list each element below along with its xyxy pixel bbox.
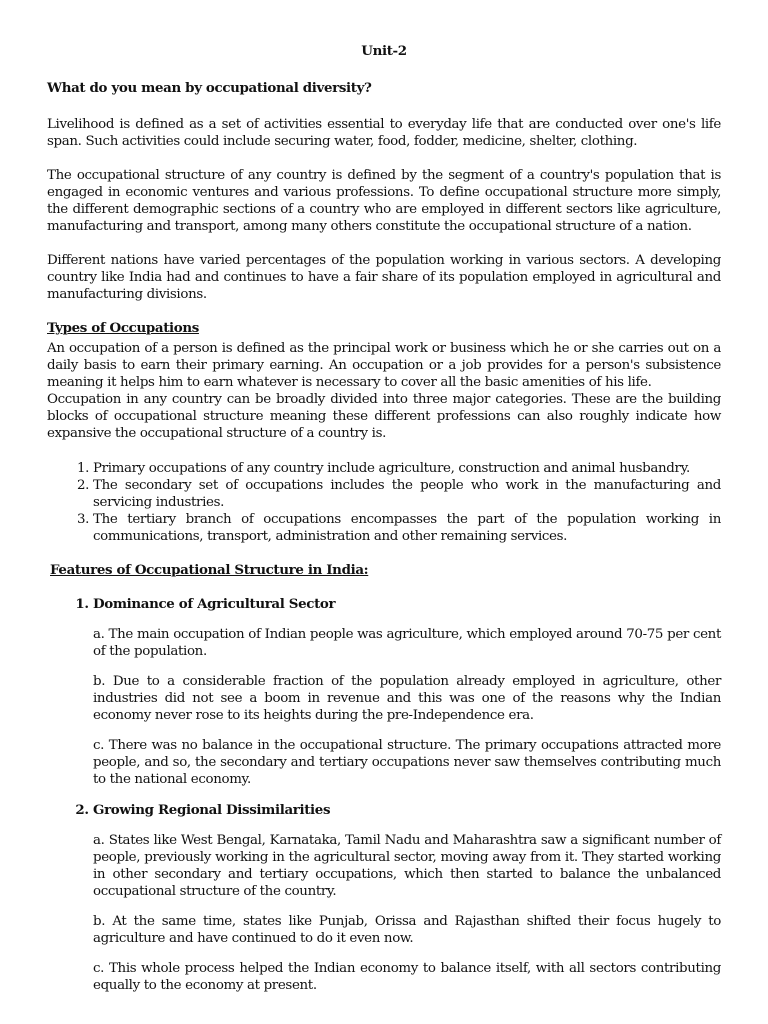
features-heading: Features of Occupational Structure in India: [50, 562, 369, 578]
feature-point-a: a. States like West Bengal, Karnataka, Tamil Nadu and Maharashtra saw a significant number of people, previously working in the agricultural sector, moving away from it. They started working in other secondary and tertiary occupations, which then started to balance the unbalanced occupational structure of the country. [93, 833, 721, 899]
intro-paragraph-nations: Different nations have varied percentages of the population working in various sectors. A developing country like India had and continues to have a fair share of its population employed in agricultural and manufacturing divisions. [47, 253, 721, 302]
feature-point-c: c. This whole process helped the Indian economy to balance itself, with all sectors contributing equally to the economy at present. [93, 961, 721, 993]
feature-point-b: b. Due to a considerable fraction of the population already employed in agriculture, other industries did not see a boom in revenue and this was one of the reasons why the Indian economy never rose to its heights during the pre-Independence era. [93, 674, 721, 723]
feature-title: 1. Dominance of Agricultural Sector [93, 596, 336, 612]
list-item-primary: 1. Primary occupations of any country include agriculture, construction and animal husbandry. [93, 460, 721, 477]
feature-title: 2. Growing Regional Dissimilarities [93, 802, 331, 818]
feature-point-c: c. There was no balance in the occupational structure. The primary occupations attracted more people, and so, the secondary and tertiary occupations never saw themselves contributing much to the national economy. [93, 738, 721, 787]
occupation-types-list [47, 460, 721, 545]
unit-title: Unit-2 [361, 43, 407, 59]
types-of-occupations-heading: Types of Occupations [47, 320, 199, 336]
feature-item-regional-dissimilarities [93, 802, 721, 994]
intro-paragraph-livelihood: Livelihood is defined as a set of activities essential to everyday life that are conducted over one's life span. Such activities could include securing water, food, fodder, medicine, shelter, clothing. [47, 117, 721, 149]
types-paragraph-categories: Occupation in any country can be broadly divided into three major categories. These are the building blocks of occupational structure meaning these different professions can also roughly indicate how expansive the occupational structure of a country is. [47, 392, 721, 441]
feature-point-b: b. At the same time, states like Punjab, Orissa and Rajasthan shifted their focus hugely to agriculture and have continued to do it even now. [93, 914, 721, 946]
feature-point-a: a. The main occupation of Indian people was agriculture, which employed around 70-75 per cent of the population. [93, 627, 721, 659]
types-of-occupations-paragraph [47, 340, 721, 442]
intro-paragraph-occupational-structure: The occupational structure of any country is defined by the segment of a country's population that is engaged in economic ventures and various professions. To define occupational structure more simply, the different demographic sections of a country who are employed in different sectors like agriculture, manufacturing and transport, among many others constitute the occupational structure of a nation. [47, 168, 721, 234]
features-list [47, 596, 721, 994]
question-heading: What do you mean by occupational diversity? [47, 80, 372, 96]
list-item-secondary: 2. The secondary set of occupations includes the people who work in the manufacturing and servicing industries. [93, 477, 721, 511]
feature-item-agricultural-dominance [93, 596, 721, 788]
types-paragraph-definition: An occupation of a person is defined as the principal work or business which he or she carries out on a daily basis to earn their primary earning. An occupation or a job provides for a person's subsistence meaning it helps him to earn whatever is necessary to cover all the basic amenities of his life. [47, 341, 721, 390]
list-item-tertiary: 3. The tertiary branch of occupations encompasses the part of the population working in communications, transport, administration and other remaining services. [93, 511, 721, 545]
